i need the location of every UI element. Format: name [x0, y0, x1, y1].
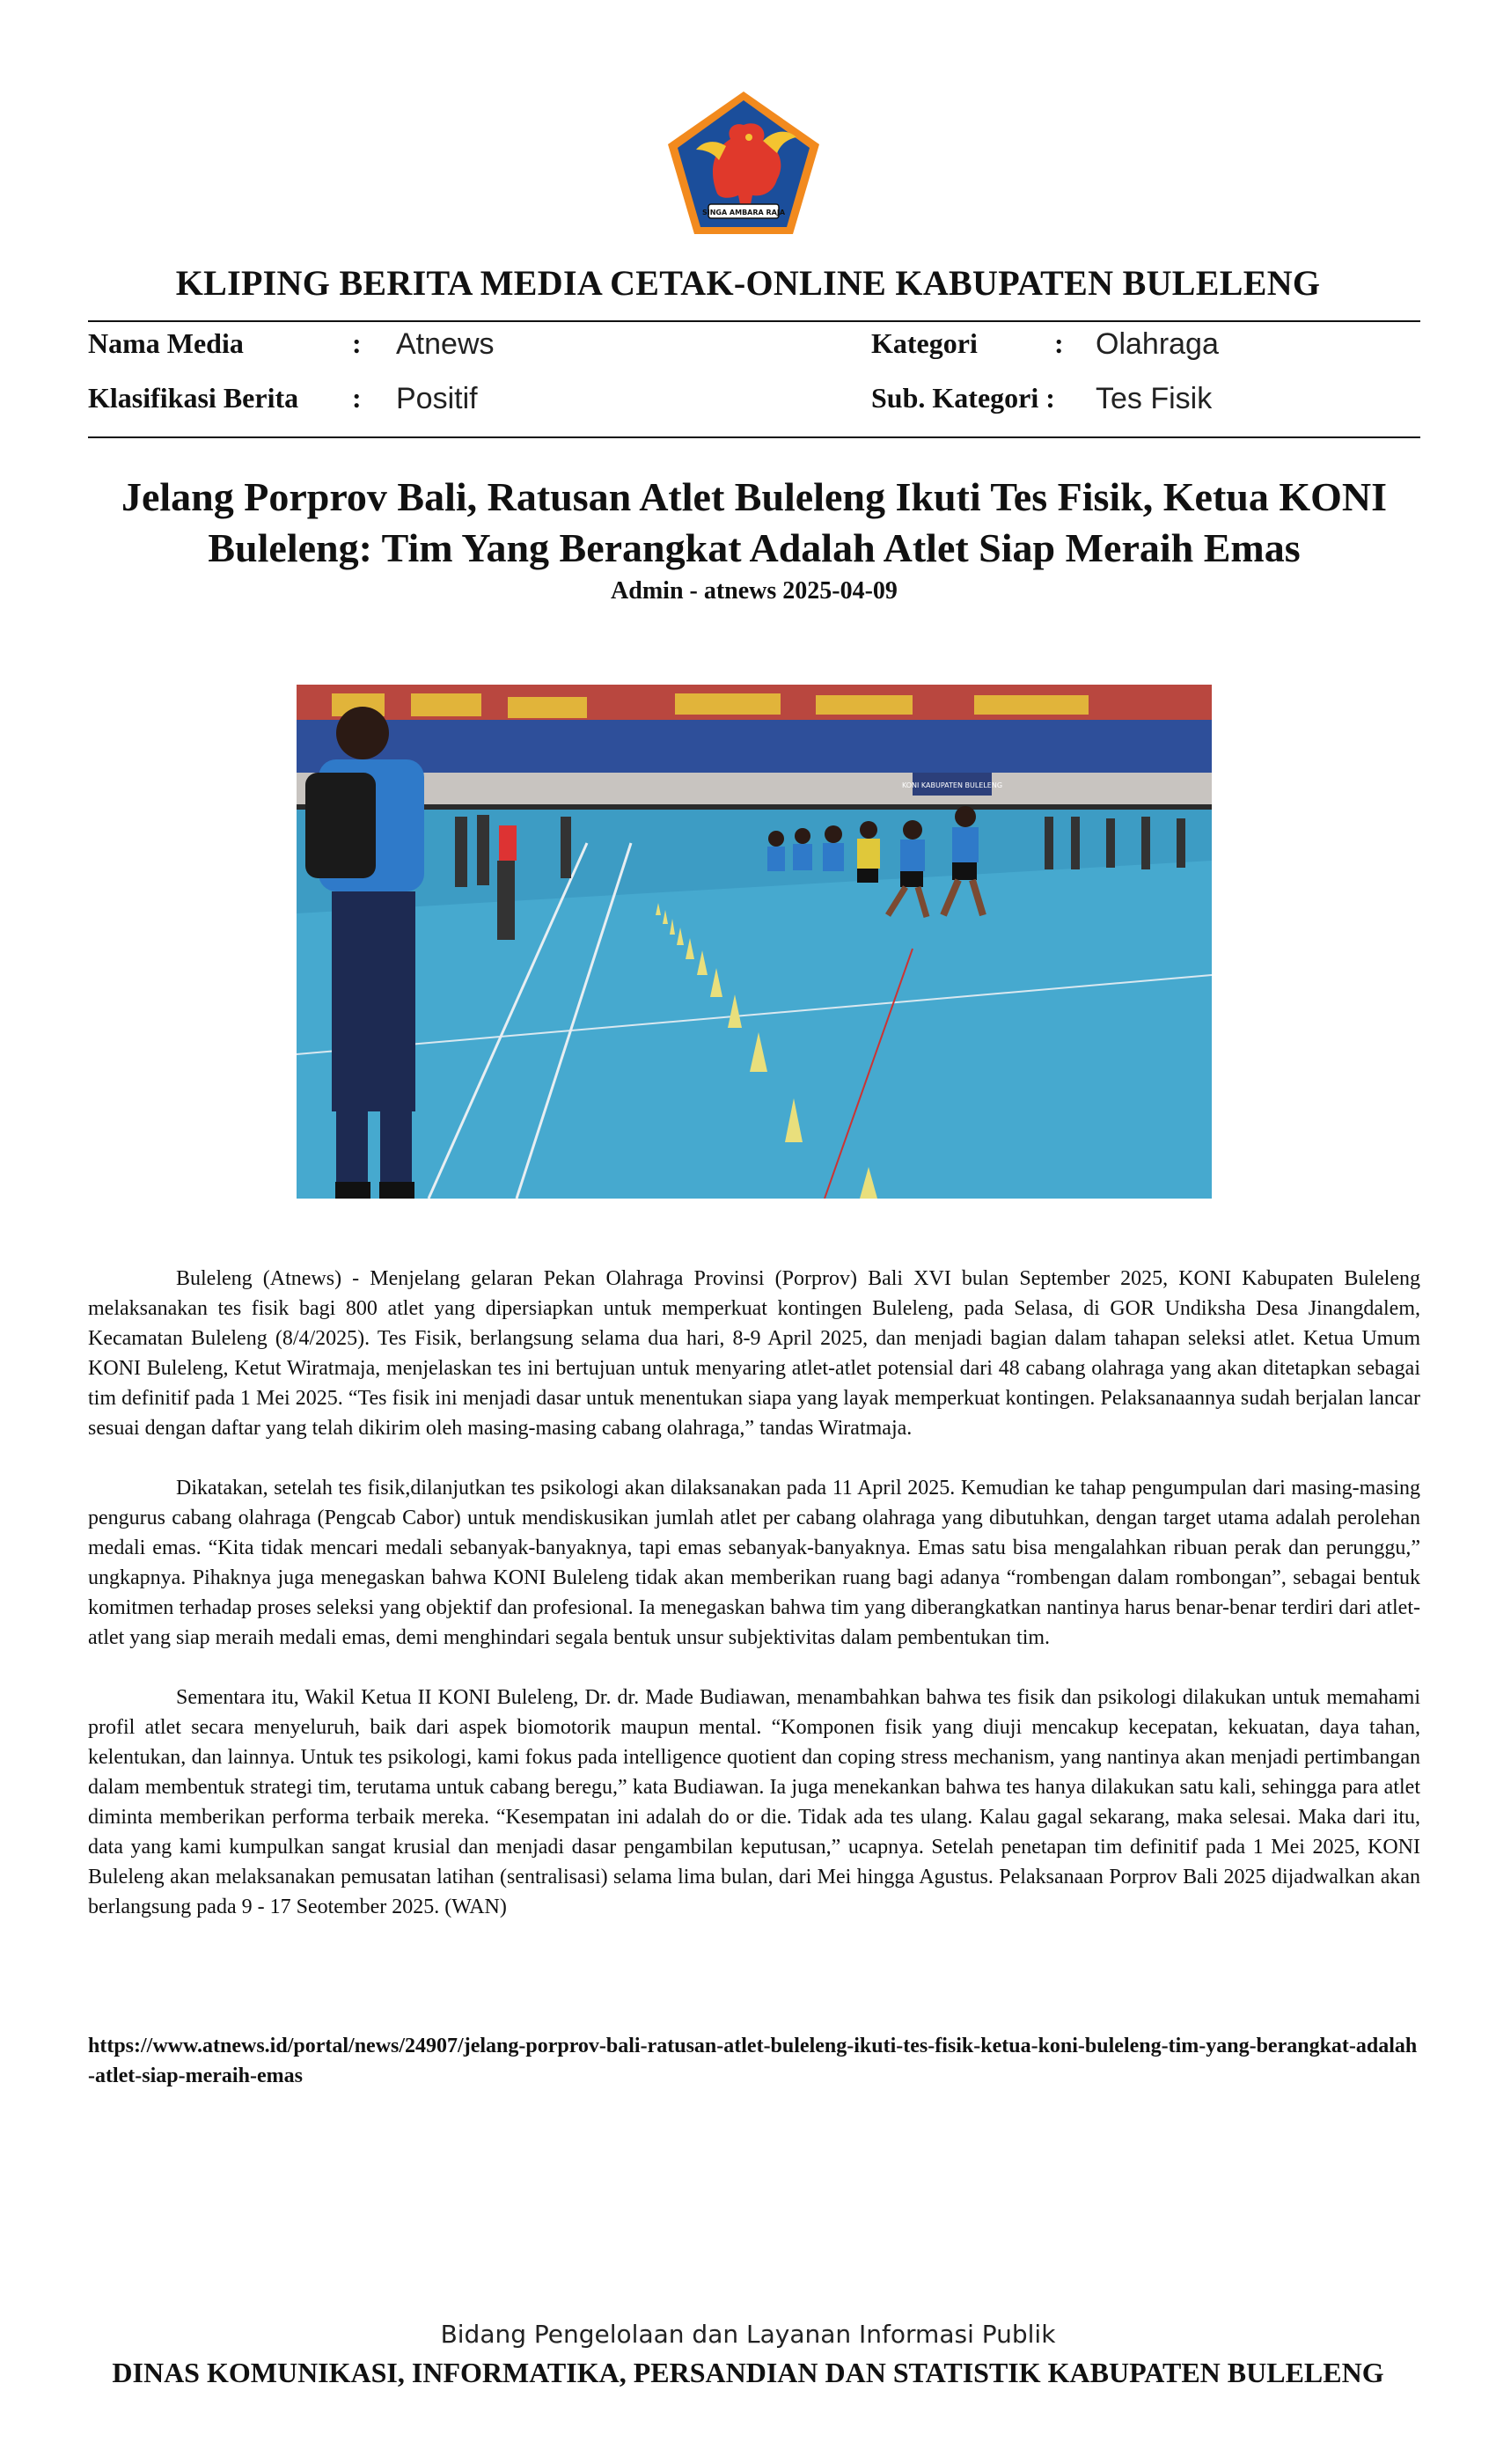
source-link[interactable]: https://www.atnews.id/portal/news/24907/jelang-porprov-bali-ratusan-atlet-buleleng-ikuti-tes-fisik-ketua-koni-buleleng-tim-yang-berangkat-adalah-atlet-siap-meraih-emas	[88, 2035, 1418, 2087]
footer-agency: DINAS KOMUNIKASI, INFORMATIKA, PERSANDIAN DAN STATISTIK KABUPATEN BULELENG	[112, 2357, 1384, 2388]
klasifikasi-label: Klasifikasi Berita	[88, 382, 299, 414]
colon: :	[1054, 327, 1064, 359]
divider-bottom	[88, 436, 1420, 438]
kategori-label: Kategori	[871, 327, 978, 359]
article-paragraph: Buleleng (Atnews) - Menjelang gelaran Pekan Olahraga Provinsi (Porprov) Bali XVI bulan September 2025, KONI Kabupaten Buleleng melaksanakan tes fisik bagi 800 atlet yang dipersiapkan untuk memperkuat kontingen Buleleng, pada Selasa, di GOR Undiksha Desa Jinangdalem, Kecamatan Buleleng (8/4/2025). Tes Fisik, berlangsung selama dua hari, 8-9 April 2025, dan menjadi bagian dalam tahapan seleksi atlet. Ketua Umum KONI Buleleng, Ketut Wiratmaja, menjelaskan tes ini bertujuan untuk menyaring atlet-atlet potensial dari 48 cabang olahraga yang akan ditetapkan sebagai tim definitif pada 1 Mei 2025. “Tes fisik ini menjadi dasar untuk menentukan siapa yang layak memperkuat kontingen. Pelaksanaannya sudah berjalan lancar sesuai dengan daftar yang telah dikirim oleh masing-masing cabang olahraga,” tandas Wiratmaja.	[88, 1267, 1420, 1440]
page-title: KLIPING BERITA MEDIA CETAK-ONLINE KABUPATEN BULELENG	[175, 263, 1321, 303]
nama-media-value: Atnews	[396, 327, 495, 361]
meta-row-klasifikasi	[88, 382, 1420, 426]
buleleng-crest-logo	[664, 88, 823, 238]
sub-kategori-value: Tes Fisik	[1096, 382, 1213, 415]
article-paragraph: Sementara itu, Wakil Ketua II KONI Buleleng, Dr. dr. Made Budiawan, menambahkan bahwa tes fisik dan psikologi dilakukan untuk memahami profil atlet secara menyeluruh, baik dari aspek biomotorik maupun mental. “Komponen fisik yang diuji mencakup kecepatan, kekuatan, daya tahan, kelentukan, dan lainnya. Untuk tes psikologi, kami fokus pada intelligence quotient dan coping stress mechanism, yang nantinya akan menjadi pertimbangan dalam membentuk strategi tim, terutama untuk cabang beregu,” kata Budiawan. Ia juga menekankan bahwa tes hanya dilakukan satu kali, sehingga para atlet diminta memberikan performa terbaik mereka. “Kesempatan ini adalah do or die. Tidak ada tes ulang. Kalau gagal sekarang, maka selesai. Maka dari itu, data yang kami kumpulkan sangat krusial dan menjadi dasar pengambilan keputusan,” ucapnya. Setelah penetapan tim definitif pada 1 Mei 2025, KONI Buleleng akan melaksanakan pemusatan latihan (sentralisasi) selama lima bulan, dari Mei hingga Agustus. Pelaksanaan Porprov Bali 2025 dijadwalkan akan berlangsung pada 9 - 17 Seotember 2025. (WAN)	[88, 1686, 1420, 1918]
colon: :	[352, 382, 362, 414]
divider-top	[88, 320, 1420, 322]
nama-media-label: Nama Media	[88, 327, 244, 359]
article-byline: Admin - atnews 2025-04-09	[611, 577, 898, 605]
photo-banner: KONI KABUPATEN BULELENG	[901, 781, 1003, 789]
klasifikasi-value: Positif	[396, 382, 478, 415]
article-photo	[297, 685, 1212, 1199]
meta-row-media	[88, 327, 1420, 371]
colon: :	[352, 327, 362, 359]
logo-caption: SINGA AMBARA RAJA	[701, 209, 786, 216]
footer-department: Bidang Pengelolaan dan Layanan Informasi Publik	[440, 2320, 1056, 2349]
article-body	[88, 1264, 1420, 1952]
kategori-value: Olahraga	[1096, 327, 1219, 361]
article-paragraph: Dikatakan, setelah tes fisik,dilanjutkan tes psikologi akan dilaksanakan pada 11 April 2025. Kemudian ke tahap pengumpulan dari masing-masing pengurus cabang olahraga (Pengcab Cabor) untuk mendiskusikan jumlah atlet per cabang olahraga yang dibutuhkan, dengan target utama adalah perolehan medali emas. “Kita tidak mencari medali sebanyak-banyaknya, tapi emas sebanyak-banyaknya. Emas satu bisa mengalahkan ribuan perak dan perunggu,” ungkapnya. Pihaknya juga menegaskan bahwa KONI Buleleng tidak akan memberikan ruang bagi adanya “rombengan dalam rombongan”, sebagai bentuk komitmen terhadap proses seleksi yang objektif dan profesional. Ia menegaskan bahwa tim yang diberangkatkan nantinya harus benar-benar terdiri dari atlet-atlet yang siap meraih medali emas, demi menghindari segala bentuk unsur subjektivitas dalam pembentukan tim.	[88, 1477, 1420, 1649]
article-headline: Jelang Porprov Bali, Ratusan Atlet Buleleng Ikuti Tes Fisik, Ketua KONI Buleleng: Tim Yang Berangkat Adalah Atlet Siap Meraih Emas	[121, 474, 1388, 570]
sub-kategori-label: Sub. Kategori :	[871, 382, 1055, 414]
